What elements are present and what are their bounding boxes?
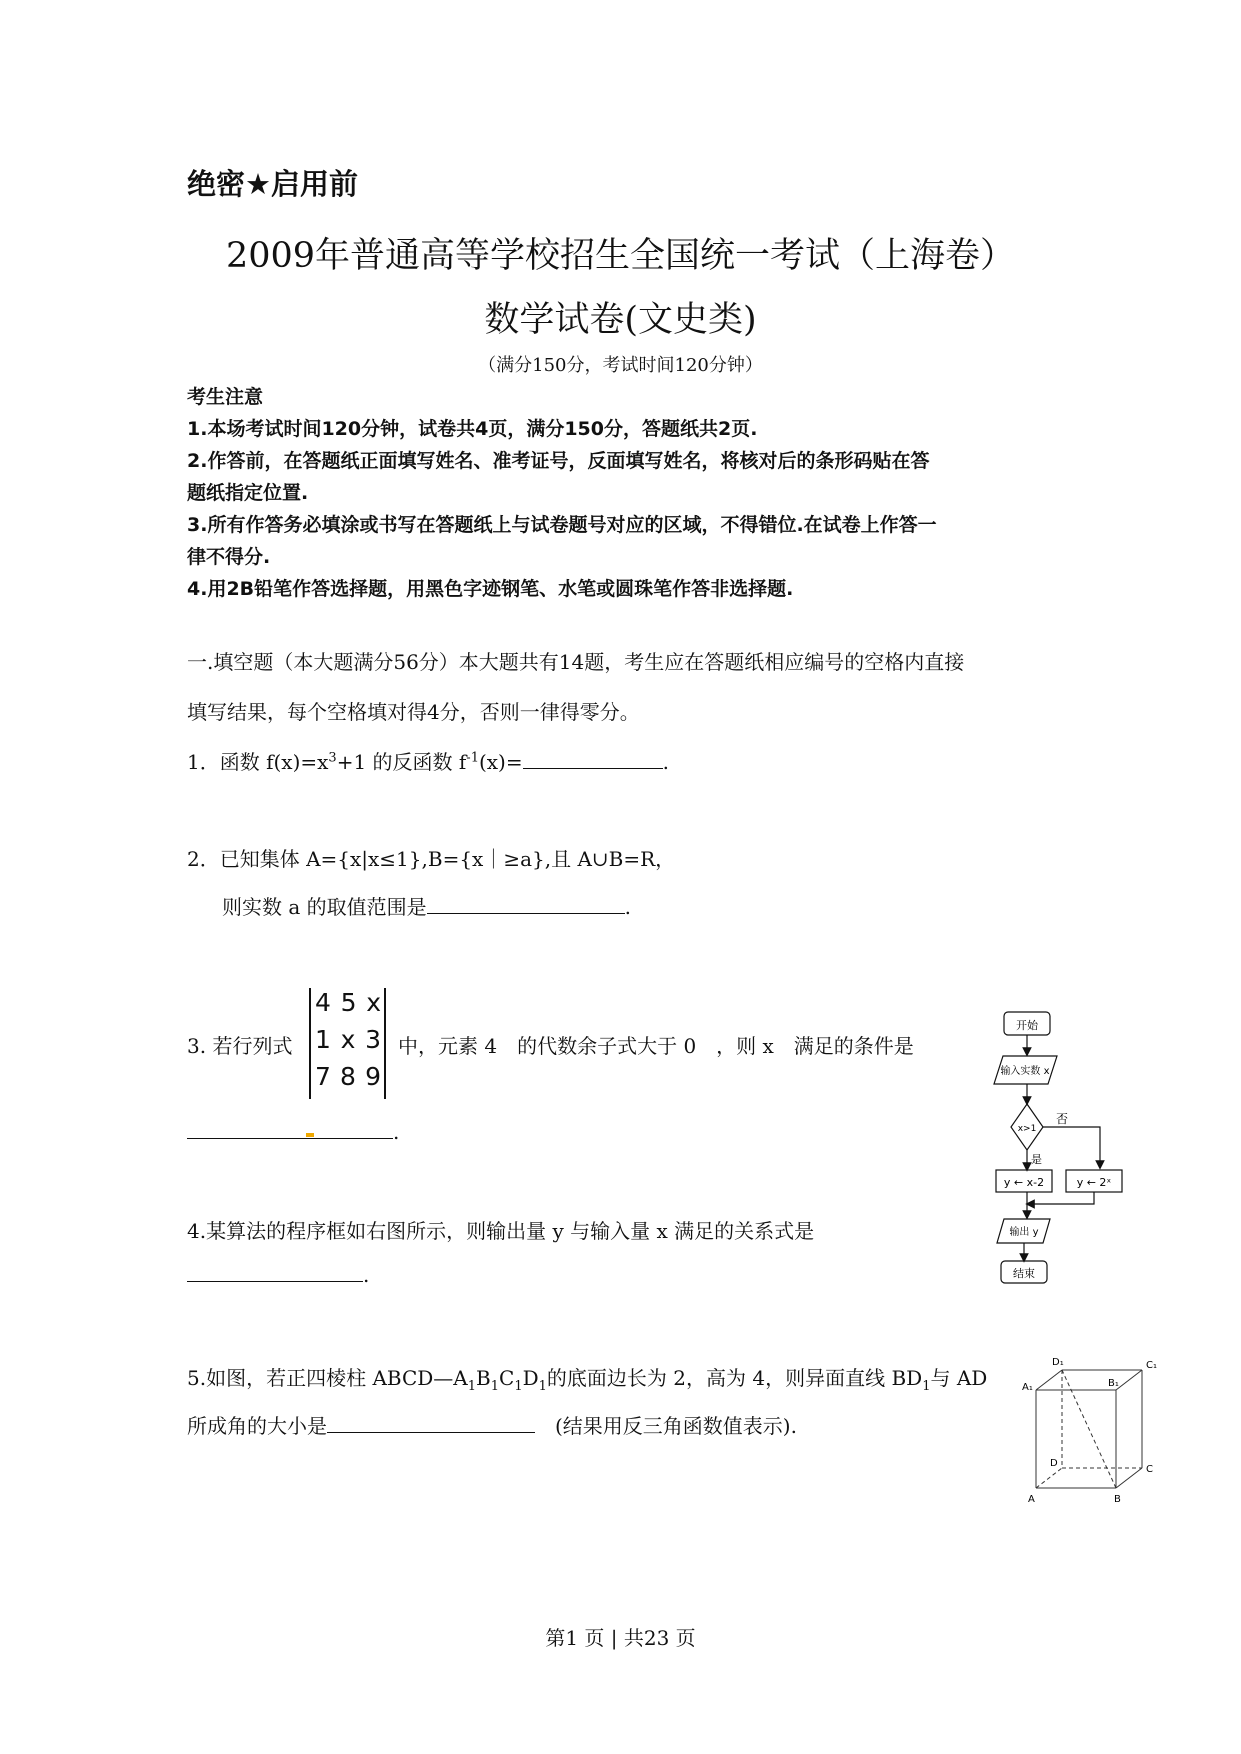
question-2-line2 [222, 891, 631, 920]
q4-end: . [363, 1263, 370, 1287]
exam-subtitle-title: 数学试卷(文史类) [484, 300, 757, 340]
section-intro: 填写结果，每个空格填对得4分，否则一律得零分。 [187, 700, 640, 724]
notice-item: 题纸指定位置. [187, 482, 309, 504]
answer-blank[interactable] [187, 1120, 393, 1139]
notice-heading: 考生注意 [187, 386, 264, 408]
q2-text: 则实数 a 的取值范围是 [222, 895, 427, 919]
q1-text: 1．函数 f(x)=x [187, 750, 329, 774]
notice-item: 3.所有作答务必填涂或书写在答题纸上与试卷题号对应的区域，不得错位.在试卷上作答一 [187, 514, 937, 536]
question-2: 2．已知集体 A={x|x≤1},B={x｜≥a},且 A∪B=R， [187, 847, 676, 871]
flow-output-label: 输出 y [1009, 1227, 1039, 1238]
question-1 [187, 746, 669, 775]
matrix-cell: 5 [340, 988, 357, 1017]
q5-text: 5.如图，若正四棱柱 ABCD—A [187, 1366, 468, 1390]
flow-yes-label: 是 [1031, 1153, 1042, 1166]
vertex-label: B [1114, 1494, 1121, 1505]
question-3-prefix: 3. 若行列式 [187, 1034, 293, 1058]
notice-item: 律不得分. [187, 546, 271, 568]
q3-end: . [393, 1120, 400, 1144]
page-footer: 第1 页 | 共23 页 [545, 1626, 696, 1650]
q1-sup: -1 [466, 750, 479, 766]
flow-yes-branch-label: y ← x-2 [1003, 1176, 1045, 1189]
flow-condition-label: x>1 [1017, 1124, 1037, 1134]
question-4: 4.某算法的程序框如右图所示，则输出量 y 与输入量 x 满足的关系式是 [187, 1219, 815, 1243]
prism-diagram [1020, 1350, 1165, 1510]
vertex-label: A₁ [1022, 1382, 1033, 1393]
flow-start-label: 开始 [1016, 1019, 1038, 1032]
answer-blank[interactable] [523, 750, 663, 769]
matrix-row [315, 988, 381, 1017]
matrix-cell: 8 [340, 1062, 356, 1091]
matrix-cell: 3 [365, 1025, 381, 1054]
vertex-label: A [1028, 1494, 1035, 1505]
vertex-label: D₁ [1052, 1357, 1064, 1368]
matrix-cell: 1 [315, 1025, 331, 1054]
notice-item: 1.本场考试时间120分钟，试卷共4页，满分150分，答题纸共2页. [187, 418, 758, 440]
secret-label: 绝密★启用前 [187, 167, 358, 201]
flow-input-label: 输入实数 x [1000, 1066, 1050, 1077]
q1-text: (x)= [478, 750, 523, 774]
matrix-cell: 9 [365, 1062, 381, 1091]
q5-text: (结果用反三角函数值表示). [555, 1414, 797, 1438]
flowchart-diagram [990, 1010, 1140, 1300]
matrix-row [315, 1025, 381, 1054]
notice-item: 2.作答前，在答题纸正面填写姓名、准考证号，反面填写姓名，将核对后的条形码贴在答 [187, 450, 930, 472]
q2-end: . [624, 895, 631, 919]
flow-no-branch-label: y ← 2ˣ [1076, 1176, 1112, 1189]
question-3-suffix: 中，元素 4 的代数余子式大于 0 ，则 x 满足的条件是 [398, 1034, 914, 1058]
q5-text: 所成角的大小是 [187, 1414, 327, 1438]
flow-no-label: 否 [1056, 1112, 1069, 1126]
vertex-label: C₁ [1146, 1360, 1157, 1371]
matrix-cell: 7 [315, 1062, 331, 1091]
exam-title: 2009年普通高等学校招生全国统一考试（上海卷） [225, 236, 1016, 276]
q1-end: . [662, 750, 669, 774]
matrix-row [315, 1062, 381, 1091]
flow-end-label: 结束 [1013, 1267, 1035, 1280]
question-5: 5.如图，若正四棱柱 $ABCD—A_1B_1C_1D_1$的底面边长为 2，高为 4，则异面直线 $BD_1$与 AD [187, 1366, 988, 1394]
question-4-answer [187, 1263, 369, 1287]
answer-blank[interactable] [427, 895, 625, 914]
q1-sup: 3 [328, 750, 337, 766]
notice-item: 4.用2B铅笔作答选择题，用黑色字迹钢笔、水笔或圆珠笔作答非选择题. [187, 578, 794, 600]
question-5-line2 [187, 1410, 797, 1439]
vertex-label: D [1050, 1458, 1058, 1469]
answer-blank[interactable] [327, 1414, 535, 1433]
highlight-mark [306, 1133, 314, 1137]
q5-text: 的底面边长为 2，高为 4，则异面直线 BD [546, 1366, 923, 1390]
vertex-label: B₁ [1108, 1378, 1119, 1389]
question-3-answer [187, 1120, 399, 1144]
answer-blank[interactable] [187, 1263, 363, 1282]
determinant-matrix [309, 988, 386, 1099]
matrix-cell: 4 [315, 988, 331, 1017]
q5-text: 与 AD [930, 1366, 988, 1390]
q1-text: +1 的反函数 f [336, 750, 467, 774]
section-intro: 一.填空题（本大题满分56分）本大题共有14题，考生应在答题纸相应编号的空格内直接 [187, 650, 965, 674]
vertex-label: C [1146, 1464, 1153, 1475]
exam-info: （满分150分，考试时间120分钟） [478, 355, 763, 376]
matrix-cell: x [340, 1025, 356, 1054]
matrix-cell: x [366, 988, 381, 1017]
